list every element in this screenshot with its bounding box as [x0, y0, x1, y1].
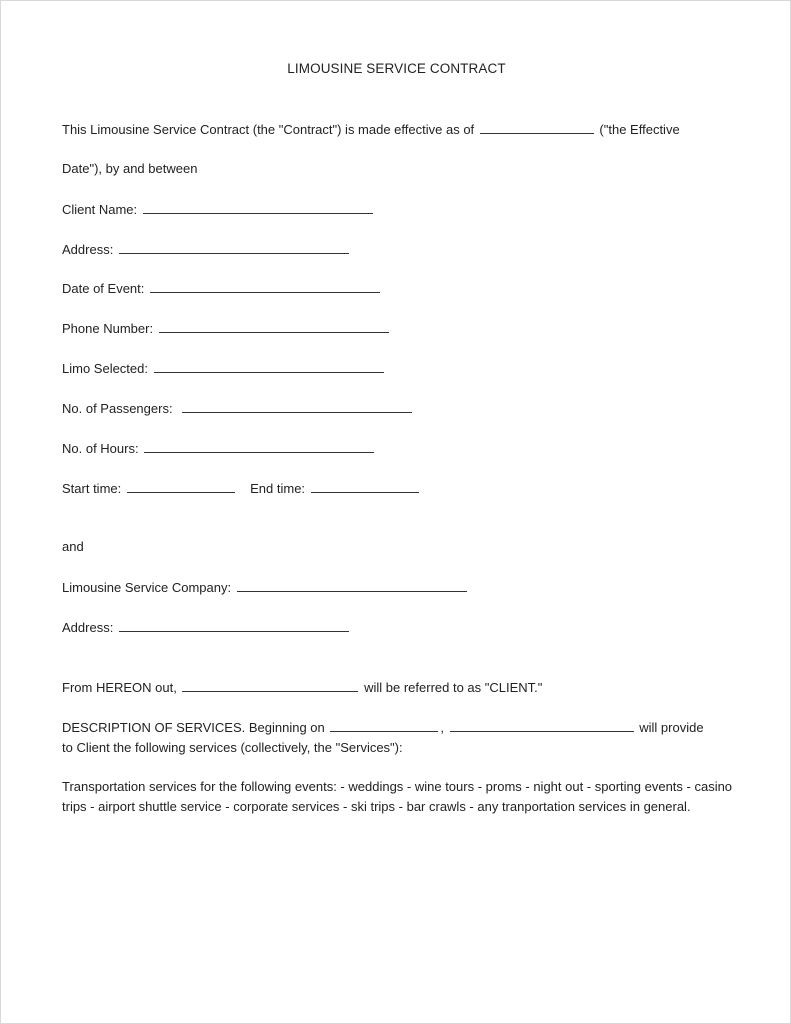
- limo-selected-blank[interactable]: [154, 360, 384, 373]
- times-row: [62, 480, 421, 496]
- client-address-blank[interactable]: [119, 241, 349, 254]
- company-row: [62, 579, 469, 595]
- hereon-blank[interactable]: [182, 679, 358, 692]
- limo-selected-label: Limo Selected:: [62, 361, 148, 376]
- services-line-1: [62, 719, 704, 735]
- phone-number-row: [62, 320, 391, 336]
- intro-text-part1: This Limousine Service Contract (the "Contract") is made effective as of: [62, 122, 475, 137]
- company-address-row: [62, 619, 351, 635]
- company-address-blank[interactable]: [119, 619, 349, 632]
- client-name-label: Client Name:: [62, 202, 138, 217]
- company-address-label: Address:: [62, 620, 114, 635]
- client-address-label: Address:: [62, 242, 114, 257]
- start-time-blank[interactable]: [127, 480, 235, 493]
- limo-selected-row: [62, 360, 386, 376]
- client-name-blank[interactable]: [143, 201, 373, 214]
- services-comma: ,: [440, 720, 444, 735]
- intro-line-1: [62, 121, 680, 137]
- passengers-blank[interactable]: [182, 400, 412, 413]
- start-time-label: Start time:: [62, 481, 122, 496]
- and-text: and: [62, 539, 84, 554]
- services-text-part1: DESCRIPTION OF SERVICES. Beginning on: [62, 720, 325, 735]
- passengers-label: No. of Passengers:: [62, 401, 173, 416]
- hours-label: No. of Hours:: [62, 441, 139, 456]
- client-address-row: [62, 241, 351, 257]
- intro-line-2: Date"), by and between: [62, 161, 198, 176]
- hereon-text-part1: From HEREON out,: [62, 680, 177, 695]
- phone-number-blank[interactable]: [159, 320, 389, 333]
- transportation-paragraph: Transportation services for the following events: - weddings - wine tours - proms - night out - sporting events - casino trips - airport shuttle service - corporate services - ski trips - bar crawls - any tranportation services in general.: [62, 779, 733, 814]
- intro-text-part2: ("the Effective: [599, 122, 680, 137]
- end-time-blank[interactable]: [311, 480, 419, 493]
- client-name-row: [62, 201, 375, 217]
- passengers-row: [62, 400, 414, 416]
- hereon-text-part2: will be referred to as "CLIENT.": [364, 680, 543, 695]
- company-label: Limousine Service Company:: [62, 580, 232, 595]
- date-of-event-row: [62, 280, 382, 296]
- date-of-event-label: Date of Event:: [62, 281, 145, 296]
- date-of-event-blank[interactable]: [150, 280, 380, 293]
- hours-row: [62, 440, 376, 456]
- hours-blank[interactable]: [144, 440, 374, 453]
- hereon-row: [62, 679, 542, 695]
- services-line-2: to Client the following services (collectively, the "Services"):: [62, 740, 403, 755]
- phone-number-label: Phone Number:: [62, 321, 154, 336]
- services-start-date-blank[interactable]: [330, 719, 438, 732]
- services-provider-blank[interactable]: [450, 719, 634, 732]
- services-text-part2: will provide: [639, 720, 704, 735]
- effective-date-blank[interactable]: [480, 121, 594, 134]
- company-blank[interactable]: [237, 579, 467, 592]
- end-time-label: End time:: [250, 481, 306, 496]
- document-title: LIMOUSINE SERVICE CONTRACT: [287, 61, 506, 76]
